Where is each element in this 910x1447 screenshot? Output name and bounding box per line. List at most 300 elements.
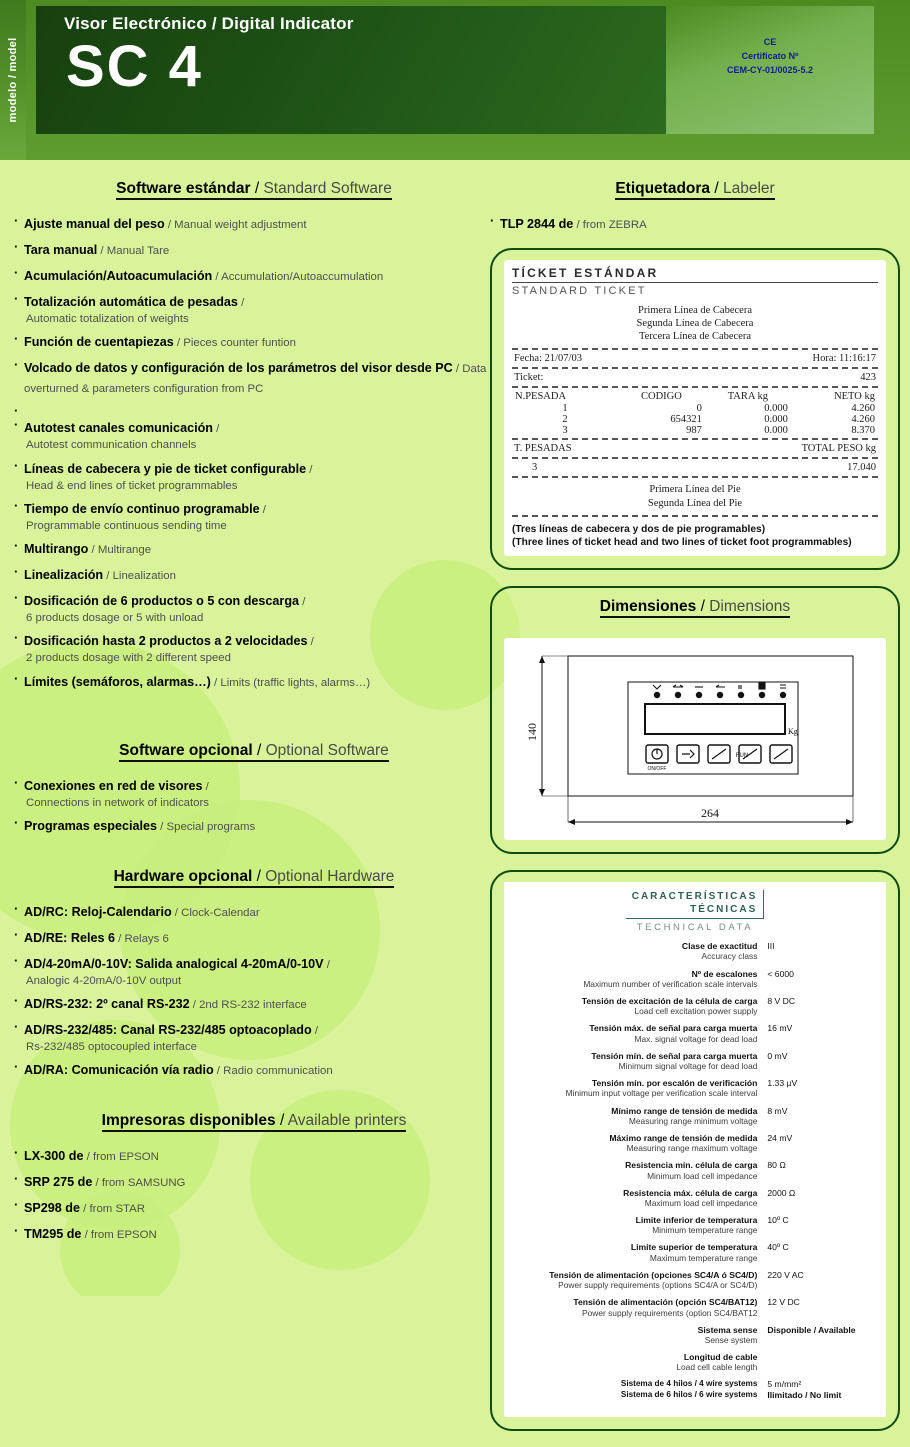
item-sep: / (80, 1203, 90, 1216)
technical-data-panel (490, 870, 900, 1431)
spec-value: 8 V DC (767, 995, 796, 1006)
list-item (14, 591, 494, 625)
heading-sep: / (275, 1112, 288, 1130)
spec-en: Measuring range maximum voltage (626, 1143, 758, 1154)
ticket-head-lines (512, 300, 878, 346)
time-value: 11:16:17 (839, 353, 876, 365)
list-item (14, 539, 494, 559)
labeler-heading (615, 180, 774, 200)
ticket-date (514, 353, 582, 364)
item-sep: / (237, 297, 245, 309)
list-item (14, 418, 494, 452)
item-es: Autotest canales comunicación (24, 421, 213, 436)
optional-hardware-section (14, 868, 494, 902)
item-sub: Automatic totalization of weights (26, 313, 189, 325)
item-es: AD/RS-232: 2º canal RS-232 (24, 997, 190, 1011)
spec-en: Minimum input voltage per verification scale interval (565, 1088, 758, 1099)
spec-es: Limite inferior de temperatura (635, 1215, 758, 1226)
heading-en: Optional Hardware (265, 867, 395, 885)
ticket-note (512, 523, 878, 551)
spec-en: Sense system (704, 1334, 758, 1345)
spec-value: 16 mV (767, 1023, 793, 1034)
printers-heading (102, 1112, 407, 1132)
ticket-weigh-table (512, 390, 878, 436)
table-row (514, 996, 876, 1023)
heading-en: Available printers (287, 1112, 407, 1130)
page-title: Visor Electrónico / Digital Indicator (64, 14, 354, 33)
spec-es: Sistema de 4 hilos / 4 wire systems (620, 1379, 758, 1389)
spec-es: Resistencia máx. célula de carga (623, 1187, 758, 1198)
list-item (14, 214, 494, 234)
table-row (514, 1188, 876, 1215)
item-sep: / (452, 363, 463, 376)
list-item (490, 214, 900, 234)
list-item (14, 1060, 494, 1080)
cell-neto: 8.370 (851, 425, 875, 437)
spec-en: Maximum load cell impedance (644, 1197, 758, 1208)
unit-label: Kg (788, 727, 798, 737)
spec-en: Maximum temperature range (649, 1252, 758, 1263)
spec-value: 10º C (767, 1215, 789, 1226)
standard-ticket-panel (490, 248, 900, 570)
table-row (512, 403, 878, 414)
item-sep: / (259, 503, 266, 516)
list-item (14, 240, 494, 260)
spec-en: Load cell excitation power supply (634, 1006, 758, 1017)
item-es: Volcado de datos y configuración de los parámetros del visor desde PC (24, 361, 453, 376)
item-es: Programas especiales (24, 818, 158, 833)
certificate-label: Certificato Nº (741, 50, 799, 61)
item-sep: / (103, 570, 113, 582)
total-weight: 17.040 (847, 462, 876, 474)
item-sep: / (323, 958, 330, 971)
item-en: Data overturned & parameters configuration from PC (24, 363, 487, 396)
item-en: Radio communication (223, 1065, 333, 1078)
item-sep: / (573, 219, 583, 231)
spec-es: Resistencia mín. célula de carga (625, 1160, 758, 1171)
standard-software-heading (116, 180, 392, 200)
cell-codigo: 987 (686, 425, 702, 437)
list-item (14, 499, 494, 533)
spec-label (514, 1133, 767, 1160)
tech-title-es-line2: TÉCNICAS (690, 903, 758, 915)
col-header: N.PESADA (515, 391, 567, 403)
spec-label (514, 1106, 767, 1133)
status-led-group (654, 692, 786, 698)
item-en: from EPSON (90, 1229, 157, 1242)
item-es: AD/RS-232/485: Canal RS-232/485 optoacoplado (24, 1023, 312, 1037)
spec-es: Sistema sense (697, 1324, 758, 1335)
table-row (514, 1106, 876, 1133)
item-sub: 6 products dosage or 5 with unload (26, 612, 204, 624)
time-label: Hora: (812, 353, 837, 365)
item-en: Clock-Calendar (181, 906, 260, 919)
spec-value: 0 mV (767, 1050, 788, 1061)
table-row (514, 1270, 876, 1297)
spec-es: Clase de exactitud (681, 941, 758, 952)
heading-en: Labeler (722, 180, 775, 197)
item-sep: / (189, 999, 200, 1011)
fun-key-label: FUN (735, 753, 749, 760)
spec-es: Tensión de alimentación (opciones SC4/A ó SC4/D) (549, 1269, 758, 1280)
ticket-foot-line: Primera Línea del Pie (649, 484, 741, 496)
spec-es: Mínimo range de tensión de medida (611, 1105, 758, 1116)
spec-value: 24 mV (767, 1132, 793, 1143)
item-en: Multirange (97, 544, 152, 556)
optional-software-heading (119, 742, 389, 762)
dimensions-section (504, 598, 886, 632)
item-en: from ZEBRA (582, 219, 647, 231)
list-item (14, 954, 494, 988)
item-sub: 2 products dosage with 2 different speed (26, 652, 231, 665)
spec-value: 2000 Ω (767, 1187, 796, 1198)
spec-value: < 6000 (767, 968, 794, 979)
spec-en: Load cell cable length (676, 1362, 758, 1373)
item-sep: / (97, 245, 107, 257)
printers-section (14, 1112, 494, 1146)
item-sep: / (115, 932, 125, 945)
certificate-mark: CE (763, 37, 777, 47)
spec-value (767, 1352, 876, 1379)
table-row (514, 1023, 876, 1050)
spec-label (514, 1023, 767, 1050)
item-sep: / (157, 820, 167, 833)
item-sub: Rs-232/485 optocoupled interface (26, 1041, 197, 1053)
spec-es: Nº de escalones (691, 968, 758, 979)
spec-es: Tensión mín. por escalón de verificación (591, 1078, 758, 1089)
ticket-datetime-row (512, 352, 878, 365)
ticket-value: 423 (860, 372, 876, 384)
item-es: Conexiones en red de visores (24, 778, 203, 793)
heading-en: Optional Software (265, 741, 389, 759)
technical-data-sheet (504, 882, 886, 1417)
optional-hardware-list (14, 902, 494, 1081)
item-es: AD/RC: Reloj-Calendario (24, 904, 172, 919)
item-es: Líneas de cabecera y pie de ticket configurable (24, 461, 307, 476)
ticket-note-es: (Tres líneas de cabecera y dos de pie programables) (512, 523, 766, 535)
item-es: Límites (semáforos, alarmas…) (24, 674, 211, 689)
spec-value: Ilimitado / No limit (767, 1390, 842, 1401)
table-row (514, 1325, 876, 1352)
spec-label (514, 1297, 767, 1324)
ticket-title-en: STANDARD TICKET (512, 285, 647, 297)
heading-sep: / (252, 741, 266, 759)
heading-sep: / (252, 867, 266, 885)
spec-es: Longitud de cable (683, 1352, 758, 1363)
item-sep: / (164, 219, 175, 231)
item-sep: / (212, 423, 220, 436)
ticket-title-es: TÍCKET ESTÁNDAR (512, 266, 659, 280)
item-sep: / (202, 780, 209, 793)
spec-es: Tensión mín. de señal para carga muerta (591, 1050, 758, 1061)
ticket-label: Ticket: (514, 372, 544, 384)
table-row (514, 1160, 876, 1187)
heading-es: Dimensiones (599, 598, 697, 616)
item-sub: Analogic 4-20mA/0-10V output (26, 974, 182, 987)
ticket-head-line: Segunda Línea de Cabecera (636, 318, 754, 330)
spec-label (514, 1352, 767, 1379)
list-item (14, 928, 494, 948)
cell-pesada: 3 (562, 425, 568, 437)
item-en: Manual weight adjustment (174, 219, 307, 231)
ticket-head-line: Tercera Línea de Cabecera (638, 331, 752, 343)
date-label: Fecha: (514, 353, 542, 365)
led-symbols (653, 683, 786, 689)
total-count: 3 (532, 462, 538, 474)
ticket-time (813, 353, 877, 364)
spec-value: III (767, 941, 775, 952)
table-row (514, 969, 876, 996)
width-value: 264 (701, 806, 719, 821)
spec-en: Minimum signal voltage for dead load (618, 1061, 758, 1072)
item-en: Relays 6 (124, 932, 169, 945)
spec-value: 1.33 µV (767, 1078, 798, 1089)
item-sep: / (171, 906, 182, 919)
dimensions-heading (600, 598, 790, 618)
item-sep: / (81, 1229, 91, 1242)
dimensions-drawing-area (504, 638, 886, 840)
height-value: 140 (525, 723, 539, 742)
spec-es: Limite superior de temperatura (630, 1242, 758, 1253)
spec-value: 8 mV (767, 1105, 788, 1116)
ticket-foot-lines (512, 480, 878, 512)
item-sub: Autotest communication channels (26, 439, 197, 452)
date-value: 21/07/03 (544, 353, 582, 365)
item-sep: / (210, 676, 221, 689)
item-en: Limits (traffic lights, alarms…) (220, 676, 371, 689)
model-name: SC 4 (66, 34, 203, 99)
item-es: Acumulación/Autoacumulación (24, 269, 213, 283)
table-row (514, 1379, 876, 1390)
ticket-head-line: Primera Línea de Cabecera (638, 305, 752, 316)
item-es: Función de cuentapiezas (24, 335, 174, 350)
item-es: LX-300 de (24, 1149, 84, 1164)
spec-en: Power supply requirements (options SC4/A or SC4/D) (558, 1280, 758, 1291)
certificate-number: CEM-CY-01/0025-5.2 (726, 64, 814, 75)
device-dimension-drawing (520, 644, 870, 834)
technical-data-title (514, 890, 876, 919)
ticket-note-en: (Three lines of ticket head and two lines of ticket foot programmables) (512, 537, 852, 549)
spec-es: Tensión máx. de señal para carga muerta (589, 1023, 758, 1034)
item-sep: / (306, 463, 313, 476)
spec-label (514, 1325, 767, 1352)
cell-codigo: 0 (696, 403, 702, 415)
item-en: Special programs (166, 820, 256, 833)
item-es: Tiempo de envío continuo programable (24, 501, 260, 516)
spec-value: Disponible / Available (767, 1324, 856, 1335)
item-es: Dosificación de 6 productos o 5 con descarga (24, 594, 300, 608)
ticket-total-values (512, 461, 878, 474)
item-en: from STAR (89, 1203, 145, 1216)
total-label-right: TOTAL PESO kg (801, 443, 876, 455)
table-row-cable (514, 1352, 876, 1379)
standard-software-list (14, 214, 494, 692)
spec-es: Máximo range de tensión de medida (609, 1132, 758, 1143)
list-item (14, 1224, 494, 1244)
spec-label (514, 1160, 767, 1187)
item-en: Manual Tare (106, 245, 170, 257)
item-es: Totalización automática de pesadas (24, 295, 238, 309)
list-item (14, 672, 494, 692)
optional-software-section (14, 742, 494, 776)
list-item (14, 994, 494, 1014)
spec-es: Tensión de alimentación (opción SC4/BAT12) (573, 1297, 758, 1308)
spec-label (514, 969, 767, 996)
spec-value: 40º C (767, 1242, 789, 1253)
spec-label (514, 996, 767, 1023)
spec-label (514, 1078, 767, 1105)
cell-tara: 0.000 (764, 425, 788, 437)
item-sep: / (88, 544, 98, 556)
list-item (14, 266, 494, 286)
list-item (14, 1020, 494, 1054)
table-row (512, 425, 878, 436)
spec-en: Measuring range minimum voltage (628, 1115, 758, 1126)
spec-en: Maximum number of verification scale intervals (583, 978, 758, 989)
cell-tara: 0.000 (764, 403, 788, 415)
item-sub: Programmable continuous sending time (26, 519, 227, 532)
labeler-list (490, 214, 900, 234)
item-sep: / (311, 1025, 318, 1037)
heading-en: Standard Software (263, 180, 392, 197)
spec-value: 80 Ω (767, 1160, 786, 1171)
table-row (514, 1215, 876, 1242)
onoff-key-label: ON/OFF (647, 766, 667, 773)
heading-es: Hardware opcional (113, 867, 253, 885)
cell-neto: 4.260 (851, 414, 875, 426)
spec-en: Power supply requirements (option SC4/BAT12 (582, 1307, 758, 1318)
list-item (14, 1198, 494, 1218)
list-item (14, 292, 494, 326)
table-row (514, 1051, 876, 1078)
list-item (14, 1172, 494, 1192)
tech-title-es (626, 890, 765, 919)
tech-title-es-line1: CARACTERÍSTICAS (631, 891, 758, 903)
ticket-sample (504, 260, 886, 556)
spec-en: Minimum load cell impedance (647, 1170, 758, 1181)
list-item (14, 1146, 494, 1166)
spec-label (514, 1270, 767, 1297)
key-glyphs (652, 749, 788, 759)
table-row (514, 941, 876, 968)
spec-value: 12 V DC (767, 1297, 800, 1308)
table-row (514, 1133, 876, 1160)
item-en: 2nd RS-232 interface (199, 999, 307, 1011)
heading-sep: / (250, 180, 264, 197)
col-header: CODIGO (640, 391, 682, 403)
item-sep: / (212, 271, 222, 283)
spec-label (514, 1188, 767, 1215)
item-es: Tara manual (24, 243, 98, 257)
list-item (14, 565, 494, 585)
item-en: from EPSON (93, 1151, 159, 1164)
ticket-foot-line: Segunda Línea del Pie (647, 497, 743, 509)
right-column (490, 180, 900, 1447)
item-sub: Head & end lines of ticket programmables (26, 479, 238, 492)
item-sep: / (213, 1065, 224, 1078)
list-item (14, 358, 494, 398)
spec-en: Accuracy class (701, 951, 758, 962)
table-row (514, 1390, 876, 1407)
spec-label (514, 1051, 767, 1078)
spec-value: 220 V AC (767, 1269, 804, 1280)
heading-sep: / (710, 180, 723, 197)
table-row (514, 1297, 876, 1324)
spec-en: Max. signal voltage for dead load (634, 1033, 758, 1044)
spec-label (514, 1242, 767, 1269)
item-sep: / (307, 636, 314, 649)
heading-es: Etiquetadora (615, 180, 711, 197)
optional-hardware-heading (114, 868, 395, 888)
spec-label (514, 1379, 767, 1390)
list-spacer (14, 404, 494, 412)
list-item (14, 459, 494, 493)
cell-tara: 0.000 (764, 414, 788, 426)
item-es: TLP 2844 de (500, 217, 574, 231)
table-row (512, 414, 878, 425)
technical-data-table (514, 941, 876, 1407)
list-item (14, 332, 494, 352)
dimensions-panel (490, 586, 900, 854)
table-row (514, 1242, 876, 1269)
item-sep: / (173, 337, 184, 350)
item-en: Accumulation/Autoaccumulation (221, 271, 384, 283)
cell-pesada: 1 (562, 403, 568, 415)
sidebar-label: modelo / model (7, 37, 19, 123)
table-row (514, 1078, 876, 1105)
ticket-total-header (512, 442, 878, 455)
col-header: NETO kg (834, 391, 875, 403)
item-es: TM295 de (24, 1227, 82, 1242)
item-es: SRP 275 de (24, 1175, 93, 1190)
item-sep: / (299, 596, 306, 608)
item-es: AD/RE: Reles 6 (24, 930, 115, 945)
table-header-row (512, 390, 878, 403)
item-es: AD/4-20mA/0-10V: Salida analogical 4-20mA/0-10V (24, 956, 324, 971)
cell-codigo: 654321 (670, 414, 702, 426)
item-es: Dosificación hasta 2 productos a 2 velocidades (24, 634, 308, 649)
spec-label (514, 941, 767, 968)
optional-software-list (14, 776, 494, 836)
item-sep: / (92, 1177, 102, 1190)
list-item (14, 776, 494, 810)
tech-title-en: TECHNICAL DATA (636, 922, 754, 934)
heading-es: Software estándar (116, 180, 251, 197)
spec-value: 5 m/mm² (767, 1379, 802, 1390)
list-item (14, 902, 494, 922)
heading-es: Impresoras disponibles (101, 1112, 276, 1130)
item-es: AD/RA: Comunicación vía radio (24, 1063, 214, 1078)
spec-es: Sistema de 6 hilos / 6 wire systems (620, 1390, 758, 1400)
item-en: Pieces counter funtion (183, 337, 296, 350)
col-header: TARA kg (727, 391, 768, 403)
item-es: Linealización (24, 568, 104, 582)
printers-list (14, 1146, 494, 1244)
heading-es: Software opcional (119, 741, 253, 759)
labeler-section (490, 180, 900, 214)
left-column (14, 180, 494, 1250)
heading-en: Dimensions (709, 598, 791, 616)
item-es: Multirango (24, 542, 89, 556)
spec-label (514, 1390, 767, 1407)
item-en: from SAMSUNG (101, 1177, 186, 1190)
item-en: Linealization (112, 570, 176, 582)
ticket-number-row (512, 371, 878, 384)
total-label-left: T. PESADAS (514, 443, 572, 455)
list-item (14, 631, 494, 665)
standard-software-section (14, 180, 494, 214)
list-item (14, 816, 494, 836)
